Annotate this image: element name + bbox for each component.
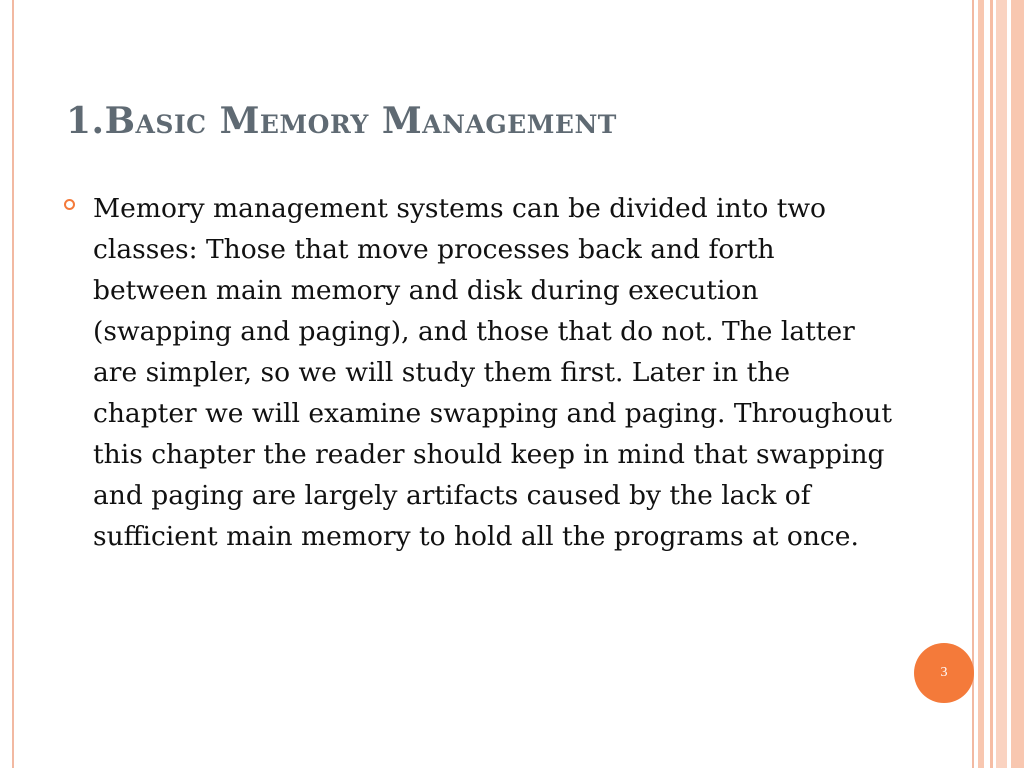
ring-bullet-icon [64,199,75,210]
slide-body [64,188,904,557]
slide-title: 1.Basic Memory Management [66,100,617,142]
decorative-stripe [978,0,984,768]
decorative-stripe [996,0,1007,768]
decorative-stripe [990,0,993,768]
page-number: 3 [940,665,948,680]
bullet-item [64,188,904,557]
decorative-stripe [1011,0,1024,768]
bullet-text: Memory management systems can be divided into two classes: Those that move processes back and forth between main memory and disk during execution (swapping and paging), and those that do not. The latter are simpler, so we will study them first. Later in the chapter we will examine swapping and paging. Throughout this chapter the reader should keep in mind that swapping and paging are largely artifacts caused by the lack of sufficient main memory to hold all the programs at once. [93,193,893,552]
page-number-badge [914,643,974,703]
